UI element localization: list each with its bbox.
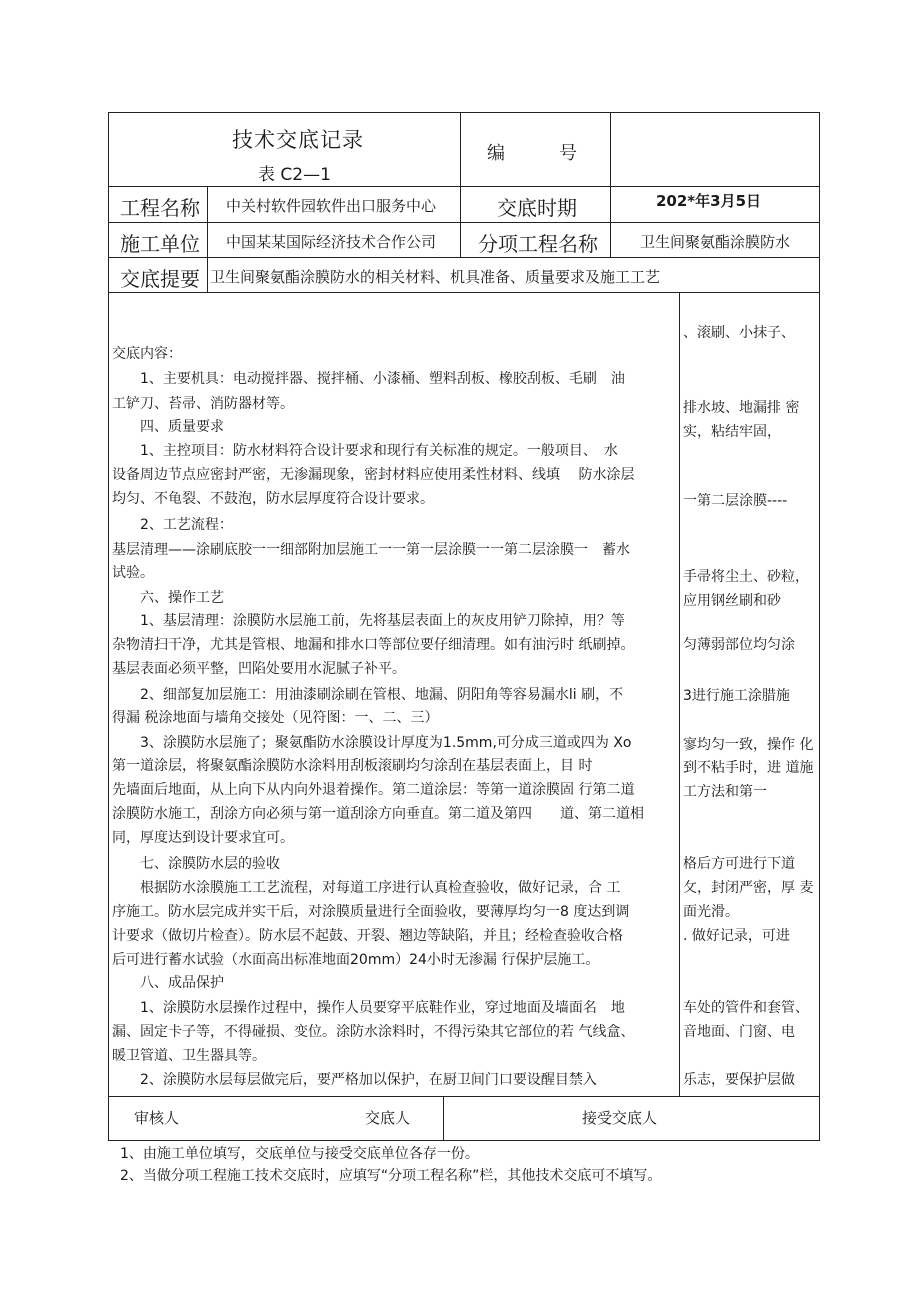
side-fragment: 、滚刷、小抹子、 [683, 325, 795, 341]
side-fragment: 面光滑。 [683, 904, 739, 920]
reviewer-label: 审核人 [134, 1109, 180, 1127]
unit-value[interactable]: 中国某某国际经济技术合作公司 [226, 233, 437, 251]
content-line: 漏、固定卡子等，不得碰损、变位。涂防水涂料时，不得污染其它部位的若 气线盒、 [112, 1024, 635, 1040]
side-fragment: 一第二层涂膜---- [683, 493, 788, 509]
content-line: 基层表面必须平整，凹陷处要用水泥腻子补平。 [112, 661, 406, 677]
content-line: 后可进行蓄水试验（水面高出标准地面20mm）24小时无渗漏 行保护层施工。 [112, 952, 600, 968]
receiver-label: 接受交底人 [582, 1109, 658, 1127]
content-line: 2、工艺流程： [112, 517, 233, 533]
side-fragment: 音地面、门窗、电 [683, 1024, 795, 1040]
content-line: 工铲刀、苔帚、消防器材等。 [112, 396, 294, 412]
content-line: 七、涂膜防水层的验收 [112, 856, 280, 872]
content-line: 设备周边节点应密封严密，无渗漏现象，密封材料应使用柔性材料、线填 防水涂层 [112, 467, 635, 483]
form-title: 技术交底记录 [232, 128, 364, 152]
number-label: 编 号 [487, 143, 577, 164]
unit-label: 施工单位 [120, 232, 200, 256]
content-line: 得漏 税涂地面与墙角交接处（见符图：一、二、三） [112, 710, 439, 726]
content-line: 计要求（做切片检查）。防水层不起鼓、开裂、翘边等缺陷，并且；经检查验收合格 [112, 928, 623, 944]
side-fragment: 工方法和第一 [683, 784, 767, 800]
side-fragment: . 做好记录，可进 [683, 928, 790, 944]
content-line: 2、涂膜防水层每层做完后，要严格加以保护，在厨卫间门口要设醒目禁入 [112, 1072, 597, 1088]
discloser-label: 交底人 [365, 1109, 411, 1127]
summary-label: 交底提要 [120, 267, 200, 291]
content-line: 2、细部复加层施工：用油漆刷涂刷在管根、地漏、阴阳角等容易漏水li 刷，不 [112, 687, 624, 703]
content-line: 1、主控项目：防水材料符合设计要求和现行有关标准的规定。一般项目、 水 [112, 443, 618, 459]
content-line: 涂膜防水施工，刮涂方向必须与第一道刮涂方向垂直。第二道及第四 道、第二道相 [112, 806, 644, 822]
form-code: 表 C2—1 [258, 165, 331, 185]
side-fragment: 应用钢丝刷和砂 [683, 593, 781, 609]
side-fragment: 攵，封闭严密，厚 麦 [683, 880, 814, 896]
content-line: 六、操作工艺 [112, 590, 224, 606]
content-line: 同，厚度达到设计要求宜可。 [112, 830, 294, 846]
side-fragment: 手帚将尘土、砂粒， [683, 569, 809, 585]
side-fragment: 实，粘结牢固， [683, 424, 781, 440]
side-fragment: 寥均匀一致，操作 化 [683, 737, 814, 753]
content-line: 试验。 [112, 565, 154, 581]
side-fragment: 3进行施工涂腊施 [683, 688, 790, 704]
content-line: 根据防水涂膜施工工艺流程，对每道工序进行认真检查验收，做好记录，合 工 [112, 880, 621, 896]
date-label: 交底时期 [497, 196, 577, 220]
date-value[interactable]: 202*年3月5日 [656, 192, 762, 210]
side-fragment: 车处的管件和套管、 [683, 1000, 809, 1016]
side-fragment: 匀薄弱部位均匀涂 [683, 637, 795, 653]
footnote: 1、由施工单位填写，交底单位与接受交底单位各存一份。 [120, 1146, 479, 1162]
side-fragment: 格后方可进行下道 [683, 856, 795, 872]
content-line: 均匀、不龟裂、不鼓泡，防水层厚度符合设计要求。 [112, 491, 434, 507]
content-line: 序施工。防水层完成并实干后，对涂膜质量进行全面验收，要薄厚均匀一8 度达到调 [112, 904, 630, 920]
side-fragment: 乐志，要保护层做 [683, 1072, 795, 1088]
summary-value[interactable]: 卫生间聚氨酯涂膜防水的相关材料、机具准备、质量要求及施工工艺 [210, 268, 661, 286]
content-line: 交底内容： [112, 346, 182, 362]
content-line: 暖卫管道、卫生器具等。 [112, 1048, 266, 1064]
footnote: 2、当做分项工程施工技术交底时，应填写“分项工程名称”栏，其他技术交底可不填写。 [120, 1168, 662, 1184]
content-line: 八、成品保护 [112, 975, 224, 991]
content-line: 四、质量要求 [112, 419, 224, 435]
sub-project-label: 分项工程名称 [478, 232, 598, 256]
project-name-label: 工程名称 [120, 196, 200, 220]
content-line: 杂物清扫干净，尤其是管根、地漏和排水口等部位要仔细清理。如有油污时 纸刷掉。 [112, 637, 635, 653]
content-line: 基层清理——涂刷底胶一一细部附加层施工一一第一层涂膜一一第二层涂膜一 蓄水 [112, 542, 630, 558]
content-line: 1、主要机具：电动搅拌器、搅拌桶、小漆桶、塑料刮板、橡胶刮板、毛刷 油 [112, 371, 625, 387]
sub-project-value[interactable]: 卫生间聚氨酯涂膜防水 [640, 233, 791, 251]
side-fragment: 排水坡、地漏排 密 [683, 400, 800, 416]
content-line: 1、涂膜防水层操作过程中，操作人员要穿平底鞋作业，穿过地面及墙面名 地 [112, 1000, 625, 1016]
project-name-value[interactable]: 中关村软件园软件出口服务中心 [226, 197, 437, 215]
content-line: 第一道涂层，将聚氨酯涂膜防水涂料用刮板滚刷均匀涂刮在基层表面上，目 时 [112, 758, 593, 774]
side-fragment: 到不粘手时，进 道施 [683, 760, 814, 776]
content-line: 1、基层清理：涂膜防水层施工前，先将基层表面上的灰皮用铲刀除掉，用？等 [112, 613, 625, 629]
content-line: 先墙面后地面，从上向下从内向外退着操作。第二道涂层：等第一道涂膜固 行第二道 [112, 782, 635, 798]
content-line: 3、涂膜防水层施了；聚氨酯防水涂膜设计厚度为1.5mm,可分成三道或四为 Xo [112, 735, 632, 751]
